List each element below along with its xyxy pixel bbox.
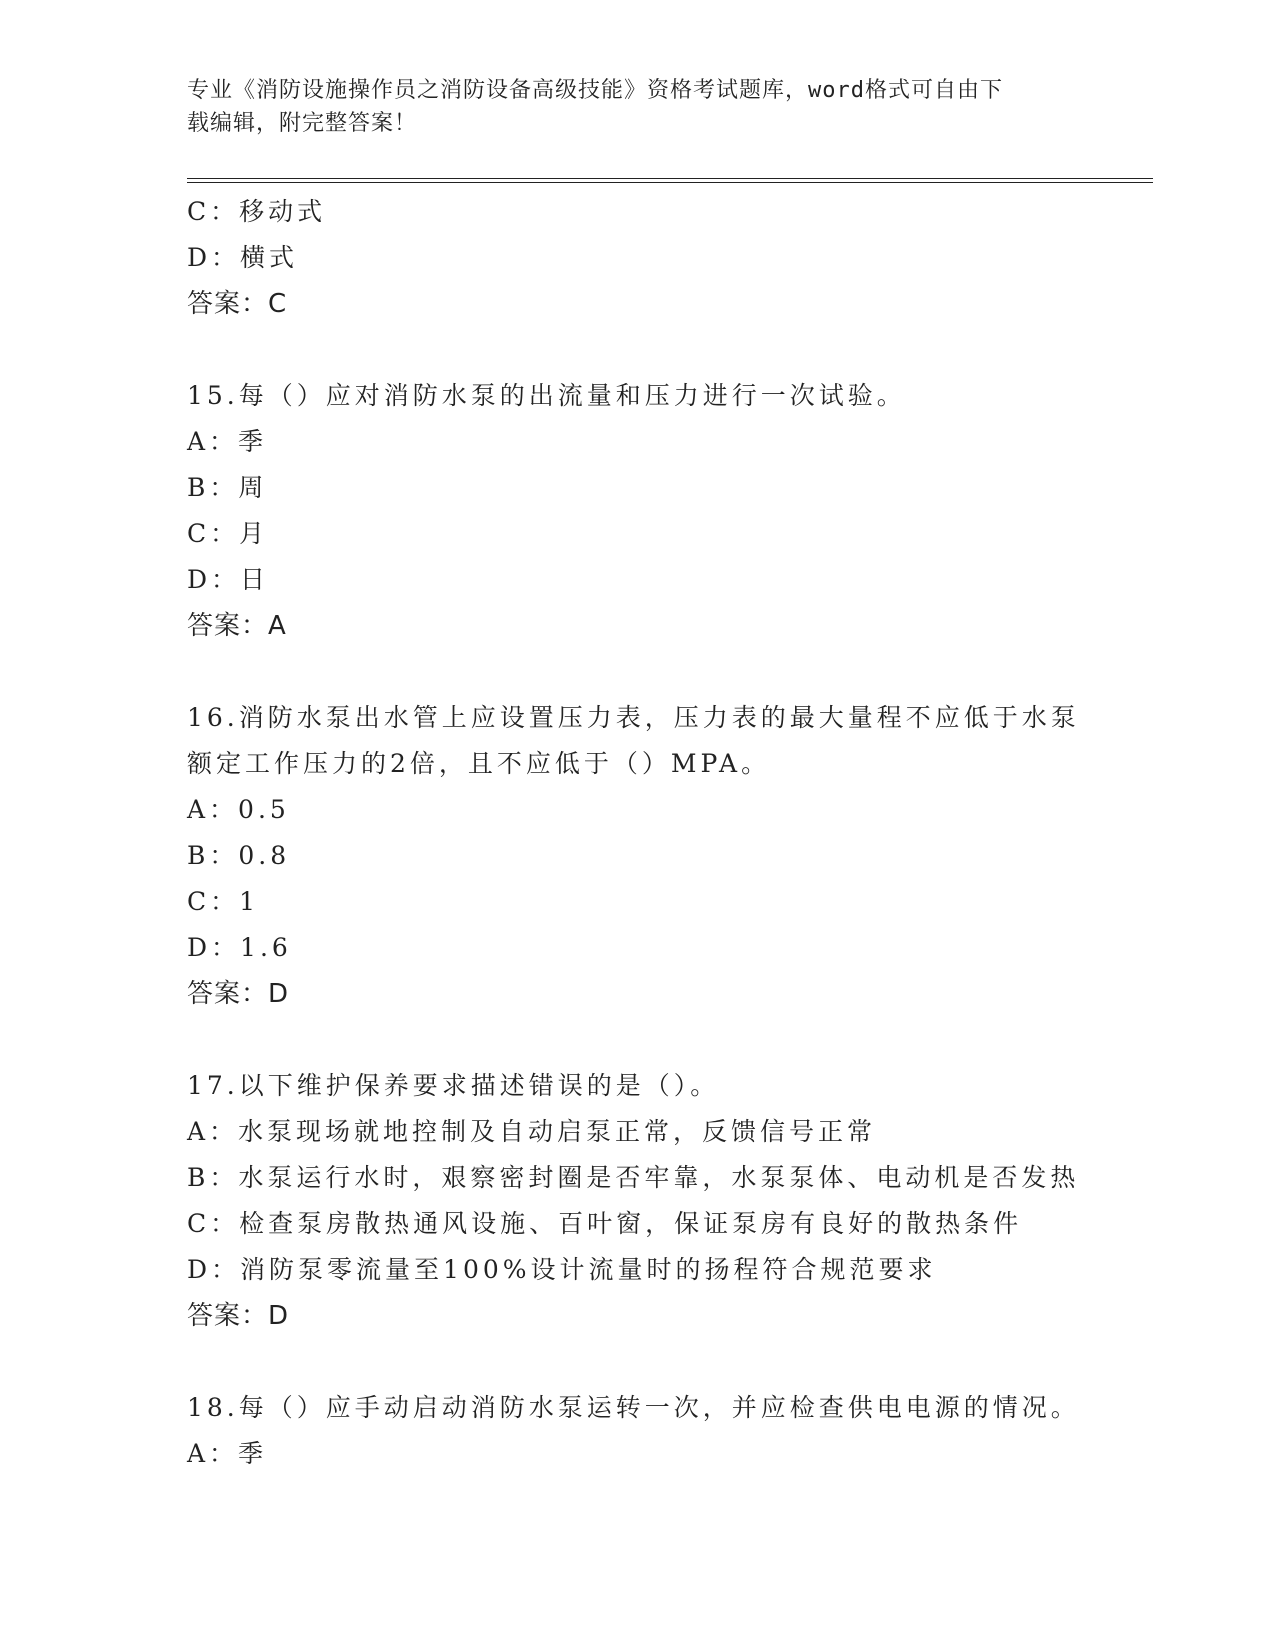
spacer [187, 649, 1153, 695]
option-d: D：日 [187, 565, 270, 594]
option-d: D：消防泵零流量至100%设计流量时的扬程符合规范要求 [187, 1255, 937, 1284]
question-stem: 15.每（）应对消防水泵的出流量和压力进行一次试验。 [187, 381, 906, 410]
question-block-14-continued [187, 189, 1153, 327]
question-block-18 [187, 1385, 1153, 1477]
header-line-1: 专业《消防设施操作员之消防设备高级技能》资格考试题库，word格式可自由下 [187, 78, 1003, 103]
question-block-17 [187, 1063, 1153, 1339]
question-block-15 [187, 373, 1153, 649]
header-divider-top [187, 178, 1153, 179]
header-line-2: 载编辑，附完整答案！ [187, 111, 418, 136]
option-b: B：0.8 [187, 841, 291, 870]
option-c: C：移动式 [187, 197, 327, 226]
option-d: D：横式 [187, 243, 299, 272]
option-a: A：0.5 [187, 795, 290, 824]
document-body [187, 189, 1153, 1477]
header-divider-bottom [187, 182, 1153, 183]
option-b: B：水泵运行水时，艰察密封圈是否牢靠，水泵泵体、电动机是否发热 [187, 1163, 1080, 1192]
option-c: C：月 [187, 519, 269, 548]
spacer [187, 327, 1153, 373]
answer-line: 答案：A [187, 611, 287, 641]
question-stem: 17.以下维护保养要求描述错误的是（）。 [187, 1071, 720, 1100]
spacer [187, 1017, 1153, 1063]
option-b: B：周 [187, 473, 268, 502]
document-header [187, 74, 1067, 140]
option-a: A：季 [187, 427, 268, 456]
question-stem: 18.每（）应手动启动消防水泵运转一次，并应检查供电电源的情况。 [187, 1393, 1080, 1422]
option-a: A：水泵现场就地控制及自动启泵正常，反馈信号正常 [187, 1117, 877, 1146]
option-c: C：检查泵房散热通风设施、百叶窗，保证泵房有良好的散热条件 [187, 1209, 1023, 1238]
spacer [187, 1339, 1153, 1385]
answer-line: 答案：D [187, 1301, 290, 1331]
option-c: C：1 [187, 887, 260, 916]
question-stem-continued: 额定工作压力的2倍，且不应低于（）MPA。 [187, 749, 771, 778]
question-block-16 [187, 695, 1153, 1017]
question-stem: 16.消防水泵出水管上应设置压力表，压力表的最大量程不应低于水泵 [187, 703, 1080, 732]
option-a: A：季 [187, 1439, 268, 1468]
option-d: D：1.6 [187, 933, 292, 962]
answer-line: 答案：D [187, 979, 290, 1009]
answer-line: 答案：C [187, 289, 288, 319]
